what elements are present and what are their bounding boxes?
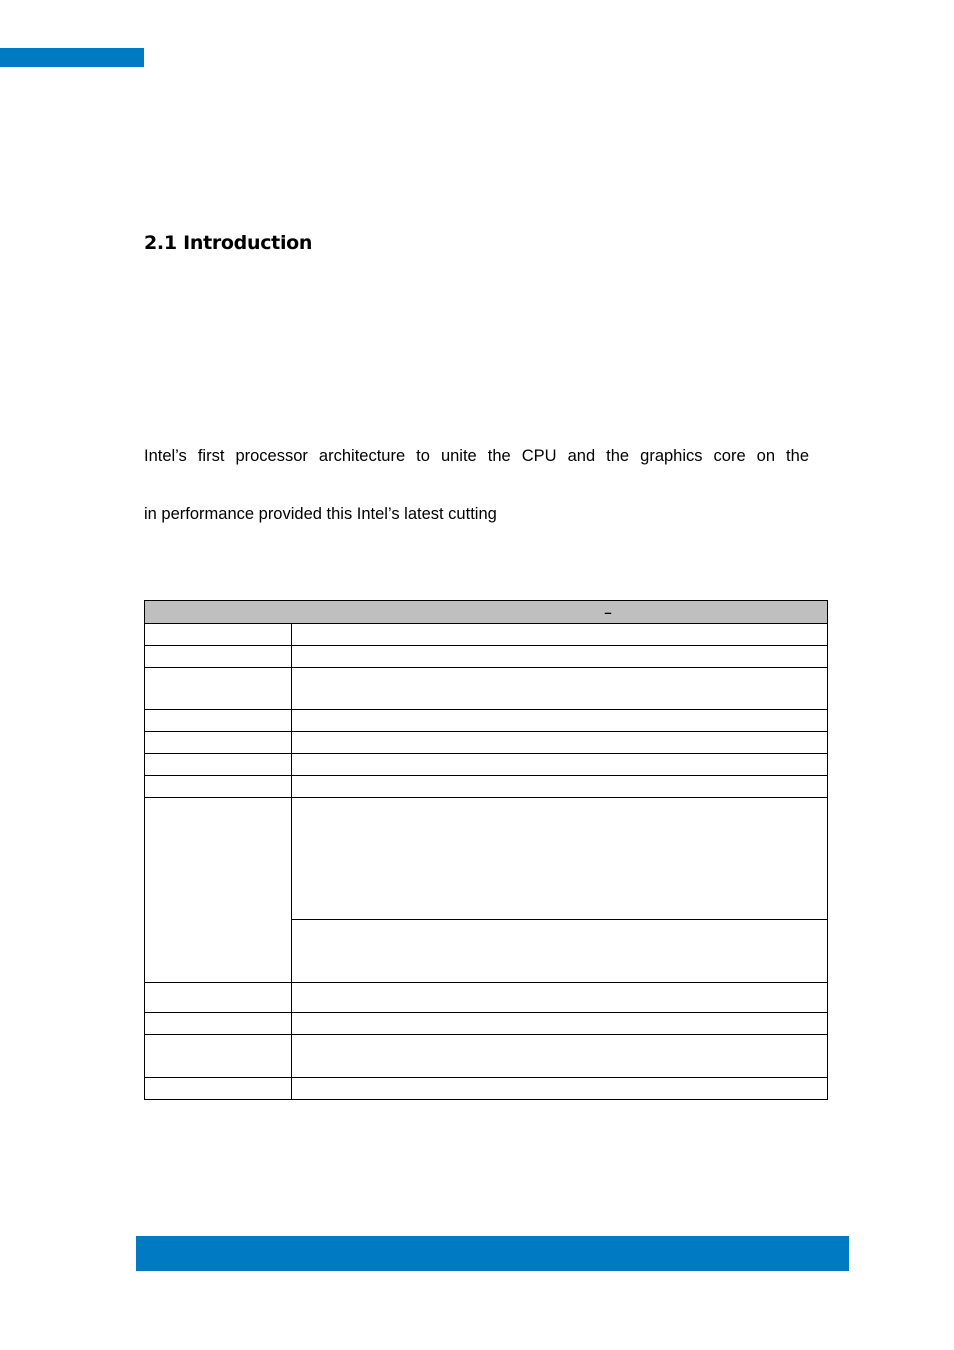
row-value xyxy=(292,983,828,1013)
row-label xyxy=(145,776,292,798)
paragraph-line-2: in performance provided this Intel’s latest cutting xyxy=(144,505,497,523)
table-row xyxy=(145,1035,828,1078)
table-row xyxy=(145,1078,828,1100)
table-row xyxy=(145,710,828,732)
table-header-row xyxy=(145,601,828,624)
paragraph-line-1: Intel’s first processor architecture to unite the CPU and the graphics core on the xyxy=(144,447,809,465)
table-row xyxy=(145,754,828,776)
row-label xyxy=(145,983,292,1013)
specifications-table xyxy=(144,600,828,1100)
row-value xyxy=(292,1078,828,1100)
header-accent-bar xyxy=(0,48,144,67)
table-row xyxy=(145,624,828,646)
table-row xyxy=(145,668,828,710)
row-value xyxy=(292,798,828,920)
row-label xyxy=(145,646,292,668)
row-label xyxy=(145,1078,292,1100)
row-value xyxy=(292,624,828,646)
row-value xyxy=(292,710,828,732)
table-row xyxy=(145,1013,828,1035)
row-label xyxy=(145,624,292,646)
row-label xyxy=(145,798,292,983)
row-label xyxy=(145,710,292,732)
row-value xyxy=(292,646,828,668)
row-label xyxy=(145,754,292,776)
section-heading: 2.1 Introduction xyxy=(144,232,313,254)
footer-accent-bar xyxy=(136,1236,849,1271)
row-label xyxy=(145,1013,292,1035)
row-label xyxy=(145,668,292,710)
row-value xyxy=(292,776,828,798)
table-row xyxy=(145,732,828,754)
row-value xyxy=(292,1013,828,1035)
table-row xyxy=(145,776,828,798)
row-label xyxy=(145,1035,292,1078)
row-value xyxy=(292,1035,828,1078)
row-value xyxy=(292,732,828,754)
table-row xyxy=(145,983,828,1013)
row-value xyxy=(292,920,828,983)
row-value xyxy=(292,754,828,776)
table-row xyxy=(145,646,828,668)
row-label xyxy=(145,732,292,754)
table-header-cell: – xyxy=(145,601,828,624)
table-row xyxy=(145,798,828,920)
row-value xyxy=(292,668,828,710)
